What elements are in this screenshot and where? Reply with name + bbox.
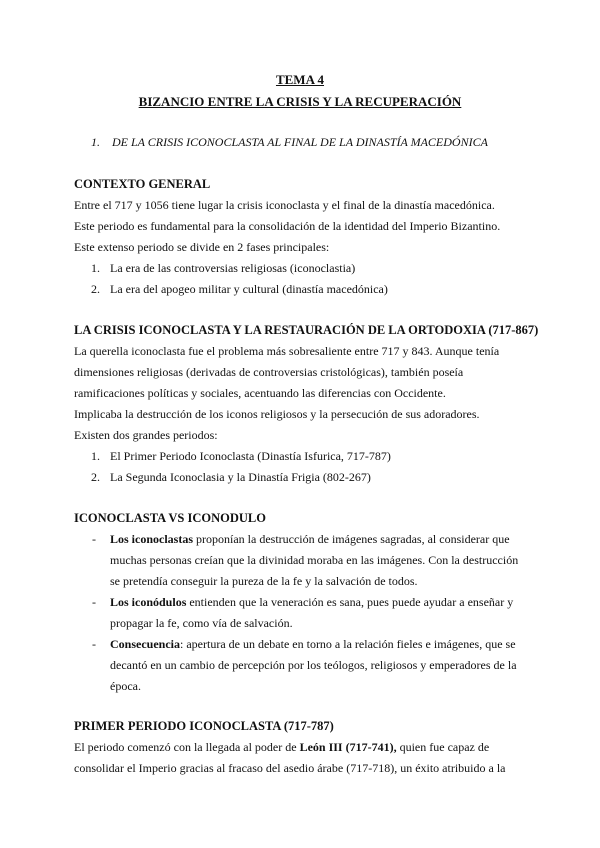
- paragraph-line: La querella iconoclasta fue el problema más sobresaliente entre 717 y 843. Aunque tenía: [74, 344, 500, 358]
- tema-label: TEMA 4: [275, 72, 325, 87]
- emperor-name: León III (717-741),: [299, 740, 397, 754]
- paragraph-line: Implicaba la destrucción de los iconos religiosos y la persecución de sus adoradores.: [74, 407, 480, 421]
- bullet-text: entienden que la veneración es sana, pues puede ayudar a enseñar y: [186, 595, 514, 609]
- paragraph-text: quien fue capaz de: [396, 740, 490, 754]
- section-title-text: DE LA CRISIS ICONOCLASTA AL FINAL DE LA DINASTÍA MACEDÓNICA: [112, 135, 488, 149]
- paragraph-line: ramificaciones políticas y sociales, acentuando las diferencias con Occidente.: [74, 386, 446, 400]
- bullet-dash: -: [92, 637, 96, 651]
- list-number: 1.: [91, 449, 100, 463]
- paragraph-line: Este periodo es fundamental para la consolidación de la identidad del Imperio Bizantino.: [74, 219, 501, 233]
- bullet-line: se pretendía conseguir la pureza de la fe y la salvación de todos.: [110, 574, 418, 588]
- paragraph-line: Entre el 717 y 1056 tiene lugar la crisis iconoclasta y el final de la dinastía macedónica.: [74, 198, 495, 212]
- list-number: 1.: [91, 261, 100, 275]
- list-item: El Primer Periodo Iconoclasta (Dinastía Isfurica, 717-787): [110, 449, 391, 463]
- bullet-term: Los iconódulos: [110, 595, 187, 609]
- bullet-line: muchas personas creían que la divinidad moraba en las imágenes. Con la destrucción: [110, 553, 519, 567]
- bullet-term: Los iconoclastas: [110, 532, 194, 546]
- bullet-line: época.: [110, 679, 141, 693]
- icono-heading: ICONOCLASTA VS ICONODULO: [74, 511, 266, 525]
- list-item: La Segunda Iconoclasia y la Dinastía Frigia (802-267): [110, 470, 371, 484]
- bullet-text: proponían la destrucción de imágenes sagradas, al considerar que: [193, 532, 510, 546]
- section-number: 1.: [91, 135, 100, 149]
- list-number: 2.: [91, 470, 100, 484]
- list-item: La era de las controversias religiosas (iconoclastia): [110, 261, 356, 275]
- contexto-heading: CONTEXTO GENERAL: [74, 177, 211, 191]
- paragraph-line: [74, 740, 489, 755]
- bullet-dash: -: [92, 532, 96, 546]
- document-title: BIZANCIO ENTRE LA CRISIS Y LA RECUPERACIÓN: [138, 94, 462, 109]
- bullet-term: Consecuencia: [110, 637, 180, 651]
- paragraph-text: El periodo comenzó con la llegada al poder de: [74, 740, 300, 754]
- list-number: 2.: [91, 282, 100, 296]
- list-item: La era del apogeo militar y cultural (dinastía macedónica): [110, 282, 388, 296]
- bullet-line: [110, 637, 516, 652]
- paragraph-line: dimensiones religiosas (derivadas de controversias cristológicas), también poseía: [74, 365, 464, 379]
- bullet-line: [110, 595, 513, 610]
- crisis-heading: LA CRISIS ICONOCLASTA Y LA RESTAURACIÓN DE LA ORTODOXIA (717-867): [74, 323, 539, 337]
- paragraph-line: Existen dos grandes periodos:: [74, 428, 218, 442]
- bullet-line: [110, 532, 510, 547]
- bullet-line: propagar la fe, como vía de salvación.: [110, 616, 293, 630]
- primer-heading: PRIMER PERIODO ICONOCLASTA (717-787): [74, 719, 334, 733]
- paragraph-line: consolidar el Imperio gracias al fracaso del asedio árabe (717-718), un éxito atribuido a la: [74, 761, 506, 775]
- paragraph-line: Este extenso periodo se divide en 2 fases principales:: [74, 240, 330, 254]
- bullet-text: : apertura de un debate en torno a la relación fieles e imágenes, que se: [180, 637, 516, 651]
- bullet-dash: -: [92, 595, 96, 609]
- bullet-line: decantó en un cambio de percepción por los teólogos, religiosos y emperadores de la: [110, 658, 517, 672]
- section-title: [91, 135, 488, 150]
